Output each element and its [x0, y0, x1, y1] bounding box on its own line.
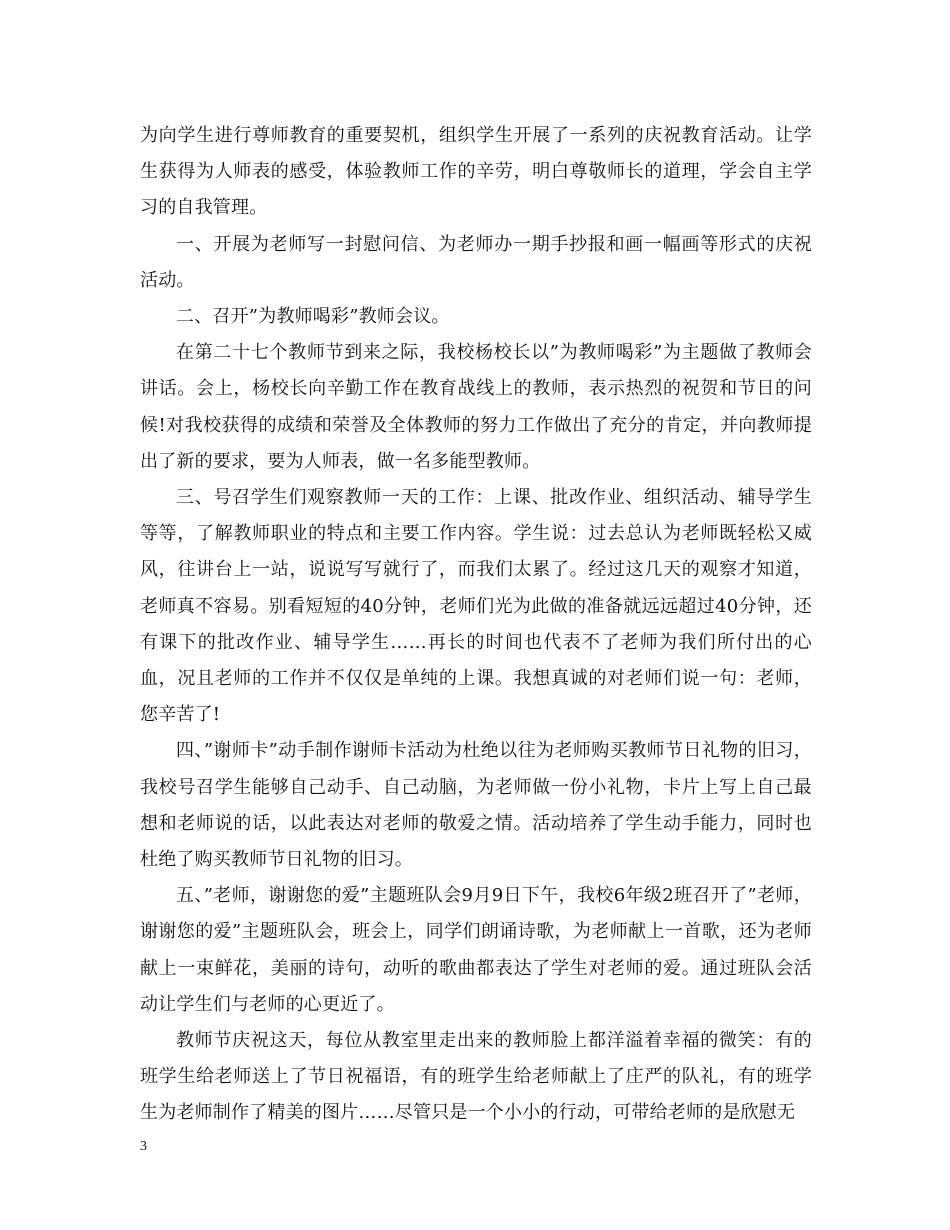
- paragraph: 教师节庆祝这天，每位从教室里走出来的教师脸上都洋溢着幸福的微笑：有的班学生给老师送上了节日祝福语，有的班学生给老师献上了庄严的队礼，有的班学生为老师制作了精美的图片……尽管只是一个小小的行动，可带给老师的是欣慰无: [140, 1030, 812, 1124]
- paragraph: 四、”谢师卡”动手制作谢师卡活动为杜绝以往为老师购买教师节日礼物的旧习，我校号召学生能够自己动手、自己动脑，为老师做一份小礼物，卡片上写上自己最想和老师说的话，以此表达对老师的敬爱之情。活动培养了学生动手能力，同时也杜绝了购买教师节日礼物的旧习。: [140, 740, 812, 871]
- paragraph: 五、”老师，谢谢您的爱”主题班队会9月9日下午，我校6年级2班召开了”老师，谢谢您的爱”主题班队会，班会上，同学们朗诵诗歌，为老师献上一首歌，还为老师献上一束鲜花，美丽的诗句，动听的歌曲都表达了学生对老师的爱。通过班队会活动让学生们与老师的心更近了。: [140, 885, 812, 1015]
- paragraph: 在第二十七个教师节到来之际，我校杨校长以”为教师喝彩”为主题做了教师会讲话。会上，杨校长向辛勤工作在教育战线上的教师，表示热烈的祝贺和节日的问候!对我校获得的成绩和荣誉及全体教师的努力工作做出了充分的肯定，并向教师提出了新的要求，要为人师表，做一名多能型教师。: [140, 342, 812, 472]
- paragraph: 一、开展为老师写一封慰问信、为老师办一期手抄报和画一幅画等形式的庆祝活动。: [140, 233, 812, 291]
- page-number: 3: [140, 1139, 147, 1154]
- paragraph: 二、召开”为教师喝彩”教师会议。: [176, 306, 450, 328]
- paragraph: 为向学生进行尊师教育的重要契机，组织学生开展了一系列的庆祝教育活动。让学生获得为人师表的感受，体验教师工作的辛劳，明白尊敬师长的道理，学会自主学习的自我管理。: [140, 125, 812, 219]
- document-body: [140, 118, 812, 1132]
- paragraph: 三、号召学生们观察教师一天的工作：上课、批改作业、组织活动、辅导学生等等，了解教师职业的特点和主要工作内容。学生说：过去总认为老师既轻松又威风，往讲台上一站，说说写写就行了，而我们太累了。经过这几天的观察才知道，老师真不容易。别看短短的40分钟，老师们光为此做的准备就远远超过40分钟，还有课下的批改作业、辅导学生……再长的时间也代表不了老师为我们所付出的心血，况且老师的工作并不仅仅是单纯的上课。我想真诚的对老师们说一句：老师，您辛苦了!: [140, 487, 812, 726]
